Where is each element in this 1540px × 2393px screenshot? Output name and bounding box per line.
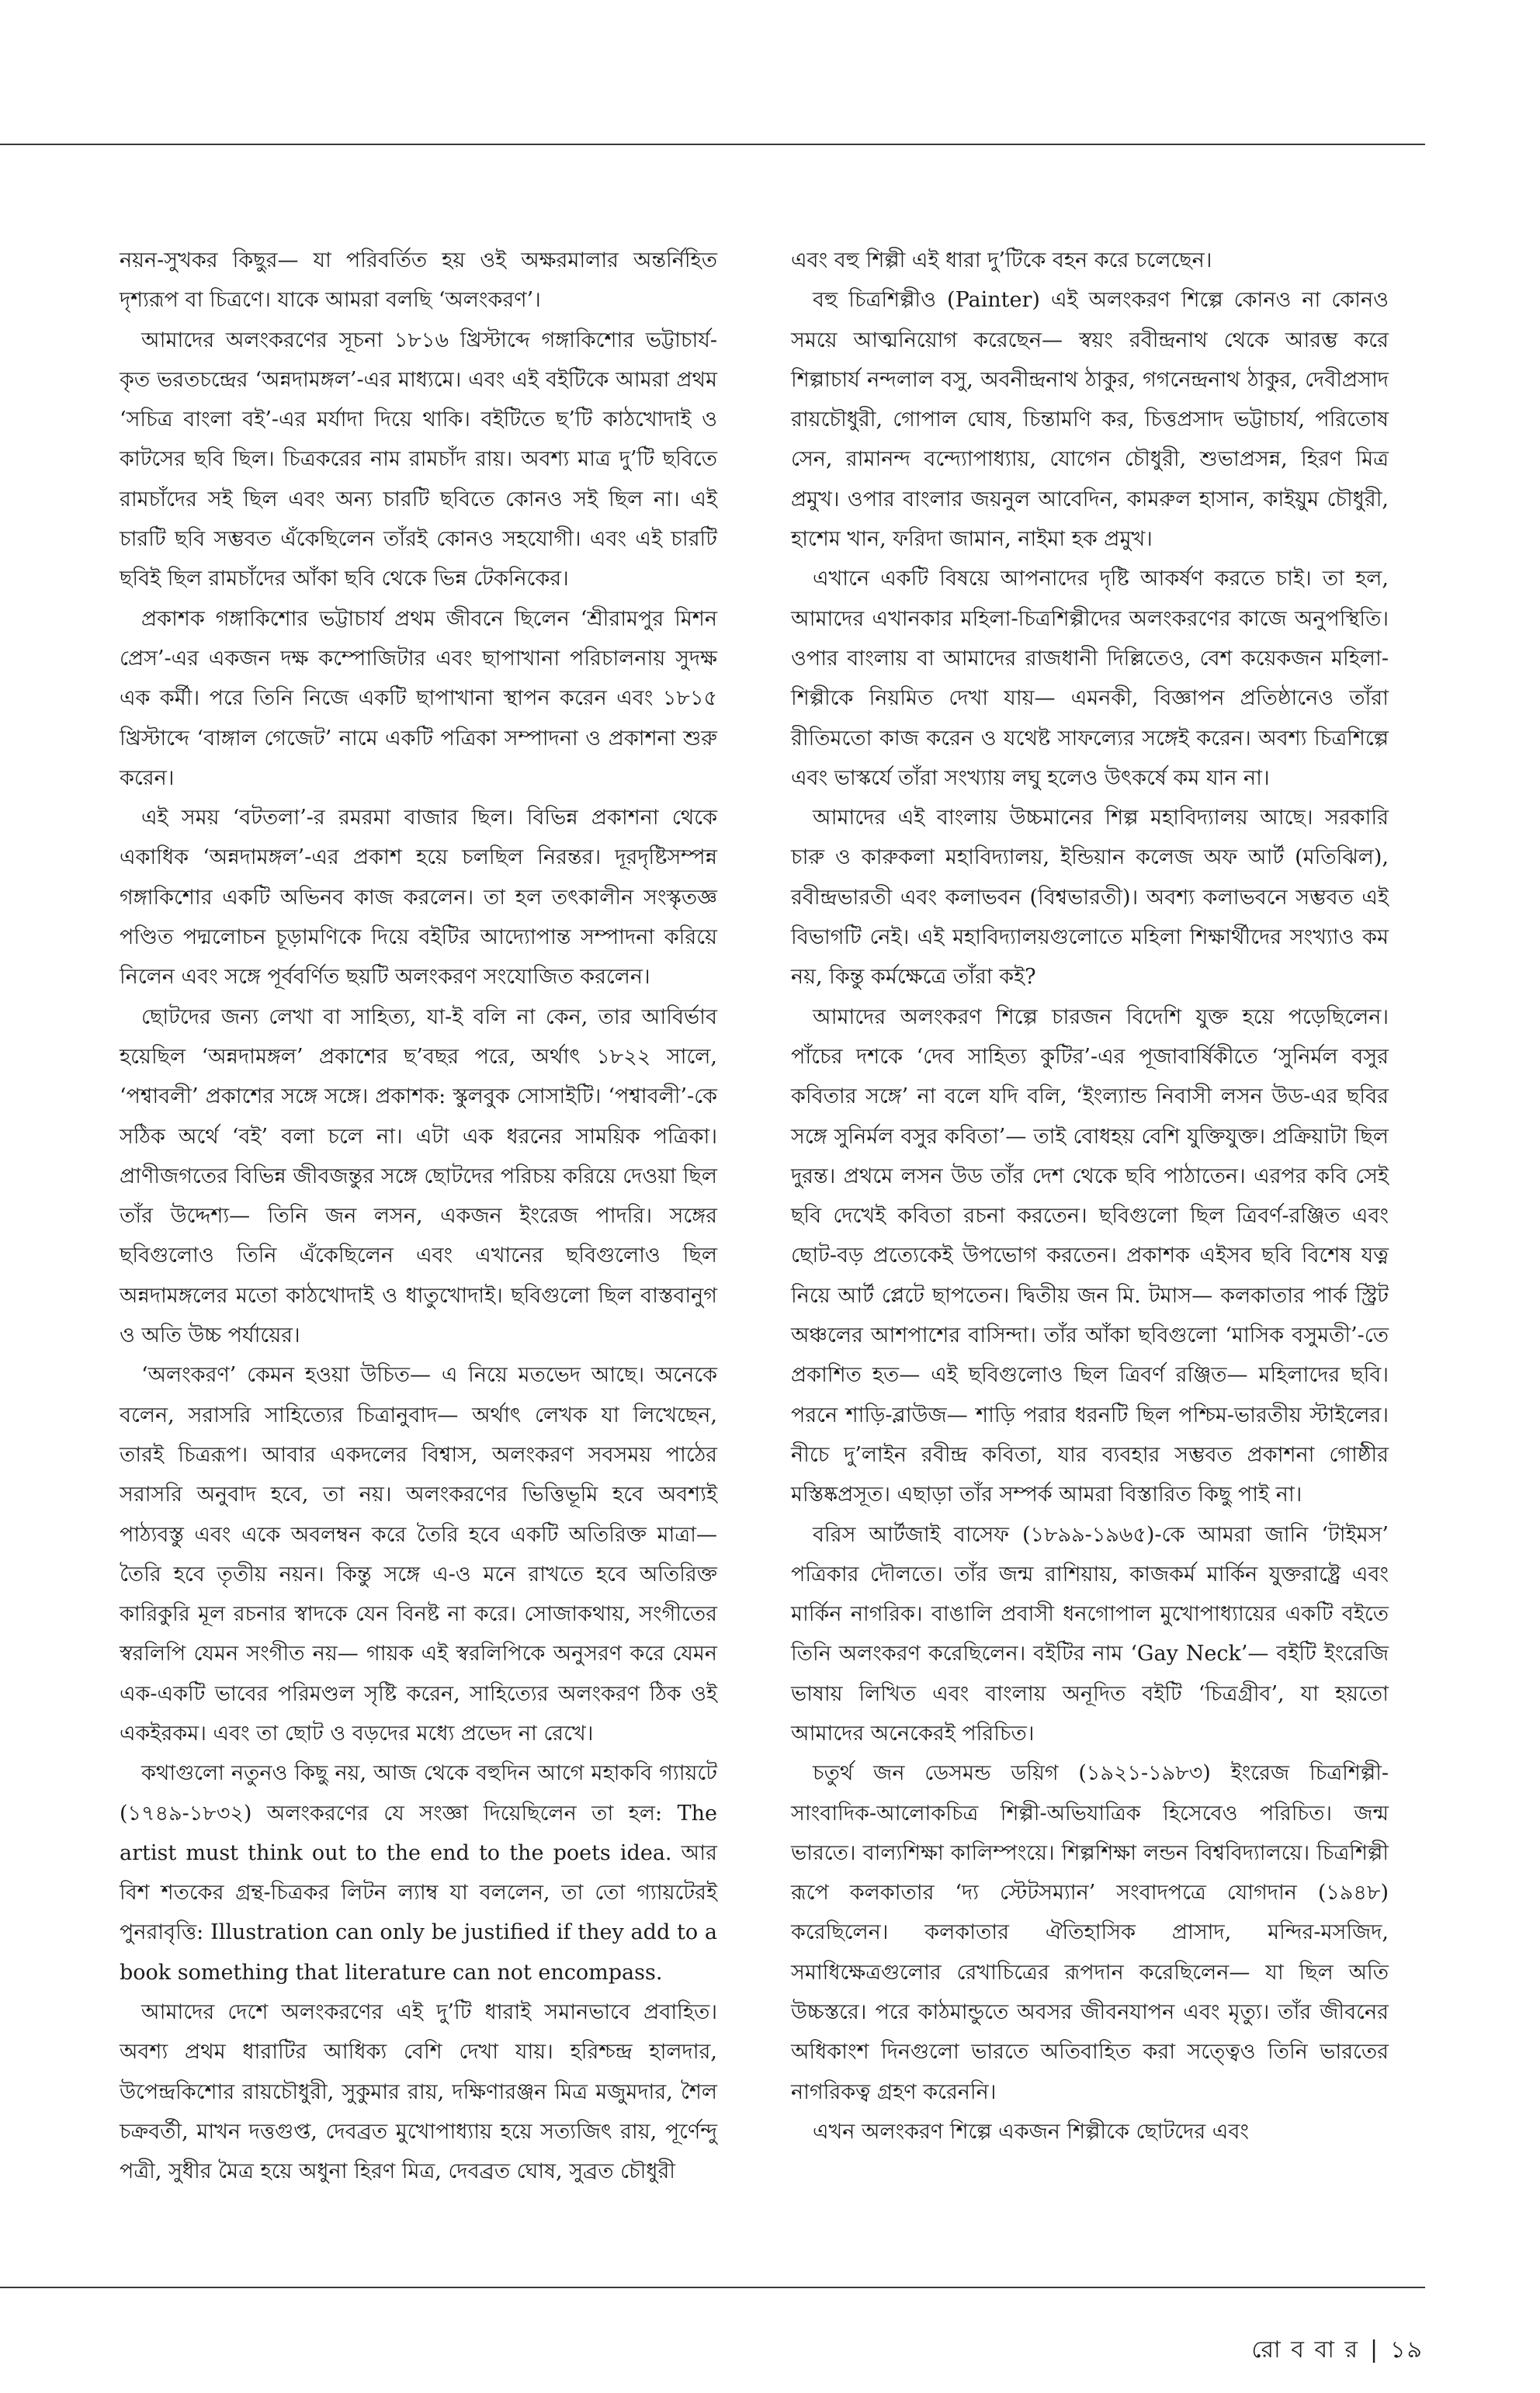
article-column-right	[791, 241, 1389, 2152]
paragraph: ছোটদের জন্য লেখা বা সাহিত্য, যা-ই বলি না কেন, তার আবির্ভাব হয়েছিল ‘অন্নদামঙ্গল’ প্রকাশের ছ’বছর পরে, অর্থাৎ ১৮২২ সালে, ‘পশ্বাবলী’ প্রকাশের সঙ্গে সঙ্গে। প্রকাশক: স্কুলবুক সোসাইটি। ‘পশ্বাবলী’-কে সঠিক অর্থে ‘বই’ বলা চলে না। এটা এক ধরনের সাময়িক পত্রিকা। প্রাণীজগতের বিভিন্ন জীবজন্তুর সঙ্গে ছোটদের পরিচয় করিয়ে দেওয়া ছিল তাঁর উদ্দেশ্য— তিনি জন লসন, একজন ইংরেজ পাদরি। সঙ্গের ছবিগুলোও তিনি এঁকেছিলেন এবং এখানের ছবিগুলোও ছিল অন্নদামঙ্গলের মতো কাঠখোদাই ও ধাতুখোদাই। ছবিগুলো ছিল বাস্তবানুগ ও অতি উচ্চ পর্যায়ের।	[120, 1004, 717, 1348]
paragraph: এই সময় ‘বটতলা’-র রমরমা বাজার ছিল। বিভিন্ন প্রকাশনা থেকে একাধিক ‘অন্নদামঙ্গল’-এর প্রকাশ হয়ে চলছিল নিরন্তর। দূরদৃষ্টিসম্পন্ন গঙ্গাকিশোর একটি অভিনব কাজ করলেন। তা হল তৎকালীন সংস্কৃতজ্ঞ পণ্ডিত পদ্মলোচন চূড়ামণিকে দিয়ে বইটির আদ্যোপান্ত সম্পাদনা করিয়ে নিলেন এবং সঙ্গে পূর্ববর্ণিত ছয়টি অলংকরণ সংযোজিত করলেন।	[120, 806, 717, 990]
paragraph: এখন অলংকরণ শিল্পে একজন শিল্পীকে ছোটদের এবং	[813, 2119, 1249, 2144]
footer-rule	[0, 2287, 1425, 2288]
magazine-name: রো ব বা র	[1251, 2336, 1359, 2364]
paragraph: আমাদের দেশে অলংকরণের এই দু’টি ধারাই সমানভাবে প্রবাহিত। অবশ্য প্রথম ধারাটির আধিক্য বেশি দেখা যায়। হরিশ্চন্দ্র হালদার, উপেন্দ্রকিশোর রায়চৌধুরী, সুকুমার রায়, দক্ষিণারঞ্জন মিত্র মজুমদার, শৈল চক্রবর্তী, মাখন দত্তগুপ্ত, দেবব্রত মুখোপাধ্যায় হয়ে সত্যজিৎ রায়, পূর্ণেন্দু পত্রী, সুধীর মৈত্র হয়ে অধুনা হিরণ মিত্র, দেবব্রত ঘোষ, সুব্রত চৌধুরী	[120, 2000, 717, 2184]
paragraph: প্রকাশক গঙ্গাকিশোর ভট্টাচার্য প্রথম জীবনে ছিলেন ‘শ্রীরামপুর মিশন প্রেস’-এর একজন দক্ষ কম্পোজিটার এবং ছাপাখানা পরিচালনায় সুদক্ষ এক কর্মী। পরে তিনি নিজে একটি ছাপাখানা স্থাপন করেন এবং ১৮১৫ খ্রিস্টাব্দে ‘বাঙ্গাল গেজেট’ নামে একটি পত্রিকা সম্পাদনা ও প্রকাশনা শুরু করেন।	[120, 606, 717, 790]
page-number: ১৯	[1390, 2336, 1424, 2364]
paragraph: চতুর্থ জন ডেসমন্ড ডয়িগ (১৯২১-১৯৮৩) ইংরেজ চিত্রশিল্পী-সাংবাদিক-আলোকচিত্র শিল্পী-অভিযাত্রিক হিসেবেও পরিচিত। জন্ম ভারতে। বাল্যশিক্ষা কালিম্পংয়ে। শিল্পশিক্ষা লন্ডন বিশ্ববিদ্যালয়ে। চিত্রশিল্পী রূপে কলকাতার ‘দ্য স্টেটসম্যান’ সংবাদপত্রে যোগদান (১৯৪৮) করেছিলেন। কলকাতার ঐতিহাসিক প্রাসাদ, মন্দির-মসজিদ, সমাধিক্ষেত্রগুলোর রেখাচিত্রের রূপদান করেছিলেন— যা ছিল অতি উচ্চস্তরে। পরে কাঠমান্ডুতে অবসর জীবনযাপন এবং মৃত্যু। তাঁর জীবনের অধিকাংশ দিনগুলো ভারতে অতিবাহিত করা সত্ত্বেও তিনি ভারতের নাগরিকত্ব গ্রহণ করেননি।	[791, 1761, 1389, 2104]
paragraph: বরিস আর্টজাই বাসেফ (১৮৯৯-১৯৬৫)-কে আমরা জানি ‘টাইমস’ পত্রিকার দৌলতে। তাঁর জন্ম রাশিয়ায়, কাজকর্ম মার্কিন যুক্তরাষ্ট্রে এবং মার্কিন নাগরিক। বাঙালি প্রবাসী ধনগোপাল মুখোপাধ্যায়ের একটি বইতে তিনি অলংকরণ করেছিলেন। বইটির নাম ‘Gay Neck’— বইটি ইংরেজি ভাষায় লিখিত এবং বাংলায় অনূদিত বইটি ‘চিত্রগ্রীব’, যা হয়তো আমাদের অনেকেরই পরিচিত।	[791, 1522, 1389, 1746]
paragraph: ‘অলংকরণ’ কেমন হওয়া উচিত— এ নিয়ে মতভেদ আছে। অনেকে বলেন, সরাসরি সাহিত্যের চিত্রানুবাদ— অর্থাৎ লেখক যা লিখেছেন, তারই চিত্ররূপ। আবার একদলের বিশ্বাস, অলংকরণ সবসময় পাঠের সরাসরি অনুবাদ হবে, তা নয়। অলংকরণের ভিত্তিভূমি হবে অবশ্যই পাঠ্যবস্তু এবং একে অবলম্বন করে তৈরি হবে একটি অতিরিক্ত মাত্রা— তৈরি হবে তৃতীয় নয়ন। কিন্তু সঙ্গে এ-ও মনে রাখতে হবে অতিরিক্ত কারিকুরি মূল রচনার স্বাদকে যেন বিনষ্ট না করে। সোজাকথায়, সংগীতের স্বরলিপি যেমন সংগীত নয়— গায়ক এই স্বরলিপিকে অনুসরণ করে যেমন এক-একটি ভাবের পরিমণ্ডল সৃষ্টি করেন, সাহিত্যের অলংকরণ ঠিক ওই একইরকম। এবং তা ছোট ও বড়দের মধ্যে প্রভেদ না রেখে।	[120, 1363, 717, 1746]
header-rule	[0, 144, 1425, 145]
paragraph: আমাদের এই বাংলায় উচ্চমানের শিল্প মহাবিদ্যালয় আছে। সরকারি চারু ও কারুকলা মহাবিদ্যালয়, ইন্ডিয়ান কলেজ অফ আর্ট (মতিঝিল), রবীন্দ্রভারতী এবং কলাভবন (বিশ্বভারতী)। অবশ্য কলাভবনে সম্ভবত এই বিভাগটি নেই। এই মহাবিদ্যালয়গুলোতে মহিলা শিক্ষার্থীদের সংখ্যাও কম নয়, কিন্তু কর্মক্ষেত্রে তাঁরা কই?	[791, 806, 1389, 990]
paragraph: এখানে একটি বিষয়ে আপনাদের দৃষ্টি আকর্ষণ করতে চাই। তা হল, আমাদের এখানকার মহিলা-চিত্রশিল্পীদের অলংকরণের কাজে অনুপস্থিতি। ওপার বাংলায় বা আমাদের রাজধানী দিল্লিতেও, বেশ কয়েকজন মহিলা-শিল্পীকে নিয়মিত দেখা যায়— এমনকী, বিজ্ঞাপন প্রতিষ্ঠানেও তাঁরা রীতিমতো কাজ করেন ও যথেষ্ট সাফল্যের সঙ্গেই করেন। অবশ্য চিত্রশিল্পে এবং ভাস্কর্যে তাঁরা সংখ্যায় লঘু হলেও উৎকর্ষে কম যান না।	[791, 567, 1389, 790]
paragraph: বহু চিত্রশিল্পীও (Painter) এই অলংকরণ শিল্পে কোনও না কোনও সময়ে আত্মনিয়োগ করেছেন— স্বয়ং রবীন্দ্রনাথ থেকে আরম্ভ করে শিল্পাচার্য নন্দলাল বসু, অবনীন্দ্রনাথ ঠাকুর, গগনেন্দ্রনাথ ঠাকুর, দেবীপ্রসাদ রায়চৌধুরী, গোপাল ঘোষ, চিন্তামণি কর, চিত্তপ্রসাদ ভট্টাচার্য, পরিতোষ সেন, রামানন্দ বন্দ্যোপাধ্যায়, যোগেন চৌধুরী, শুভাপ্রসন্ন, হিরণ মিত্র প্রমুখ। ওপার বাংলার জয়নুল আবেদিন, কামরুল হাসান, কাইয়ুম চৌধুরী, হাশেম খান, ফরিদা জামান, নাইমা হক প্রমুখ।	[791, 288, 1389, 552]
paragraph: আমাদের অলংকরণ শিল্পে চারজন বিদেশি যুক্ত হয়ে পড়েছিলেন। পাঁচের দশকে ‘দেব সাহিত্য কুটির’-এর পূজাবার্ষিকীতে ‘সুনির্মল বসুর কবিতার সঙ্গে’ না বলে যদি বলি, ‘ইংল্যান্ড নিবাসী লসন উড-এর ছবির সঙ্গে সুনির্মল বসুর কবিতা’— তাই বোধহয় বেশি যুক্তিযুক্ত। প্রক্রিয়াটা ছিল দুরন্ত। প্রথমে লসন উড তাঁর দেশ থেকে ছবি পাঠাতেন। এরপর কবি সেই ছবি দেখেই কবিতা রচনা করতেন। ছবিগুলো ছিল ত্রিবর্ণ-রঞ্জিত এবং ছোট-বড় প্রত্যেকেই উপভোগ করতেন। প্রকাশক এইসব ছবি বিশেষ যত্ন নিয়ে আর্ট প্লেটে ছাপতেন। দ্বিতীয় জন মি. টমাস— কলকাতার পার্ক স্ট্রিট অঞ্চলের আশপাশের বাসিন্দা। তাঁর আঁকা ছবিগুলো ‘মাসিক বসুমতী’-তে প্রকাশিত হত— এই ছবিগুলোও ছিল ত্রিবর্ণ রঞ্জিত— মহিলাদের ছবি। পরনে শাড়ি-ব্লাউজ— শাড়ি পরার ধরনটি ছিল পশ্চিম-ভারতীয় স্টাইলের। নীচে দু’লাইন রবীন্দ্র কবিতা, যার ব্যবহার সম্ভবত প্রকাশনা গোষ্ঠীর মস্তিষ্কপ্রসূত। এছাড়া তাঁর সম্পর্ক আমরা বিস্তারিত কিছু পাই না।	[791, 1004, 1389, 1507]
paragraph: এবং বহু শিল্পী এই ধারা দু’টিকে বহন করে চলেছেন।	[791, 248, 1212, 272]
footer-separator: |	[1369, 2336, 1380, 2364]
paragraph: নয়ন-সুখকর কিছুর— যা পরিবর্তিত হয় ওই অক্ষরমালার অন্তর্নিহিত দৃশ্যরূপ বা চিত্রণে। যাকে আমরা বলছি ‘অলংকরণ’।	[120, 248, 717, 313]
article-column-left	[120, 241, 717, 2192]
page-footer	[1251, 2331, 1424, 2370]
paragraph: কথাগুলো নতুনও কিছু নয়, আজ থেকে বহুদিন আগে মহাকবি গ্যায়টে (১৭৪৯-১৮৩২) অলংকরণের যে সংজ্ঞা দিয়েছিলেন তা হল: The artist must think out to the end to the poets idea. আর বিশ শতকের গ্রন্থ-চিত্রকর লিটন ল্যাম্ব যা বললেন, তা তো গ্যায়টেরই পুনরাবৃত্তি: Illustration can only be justified if they add to a book something that literature can not encompass.	[120, 1761, 717, 1985]
paragraph: আমাদের অলংকরণের সূচনা ১৮১৬ খ্রিস্টাব্দে গঙ্গাকিশোর ভট্টাচার্য-কৃত ভরতচন্দ্রের ‘অন্নদামঙ্গল’-এর মাধ্যমে। এবং এই বইটিকে আমরা প্রথম ‘সচিত্র বাংলা বই’-এর মর্যাদা দিয়ে থাকি। বইটিতে ছ’টি কাঠখোদাই ও কাটসের ছবি ছিল। চিত্রকরের নাম রামচাঁদ রায়। অবশ্য মাত্র দু’টি ছবিতে রামচাঁদের সই ছিল এবং অন্য চারটি ছবিতে কোনও সই ছিল না। এই চারটি ছবি সম্ভবত এঁকেছিলেন তাঁরই কোনও সহযোগী। এবং এই চারটি ছবিই ছিল রামচাঁদের আঁকা ছবি থেকে ভিন্ন টেকনিকের।	[120, 328, 717, 591]
